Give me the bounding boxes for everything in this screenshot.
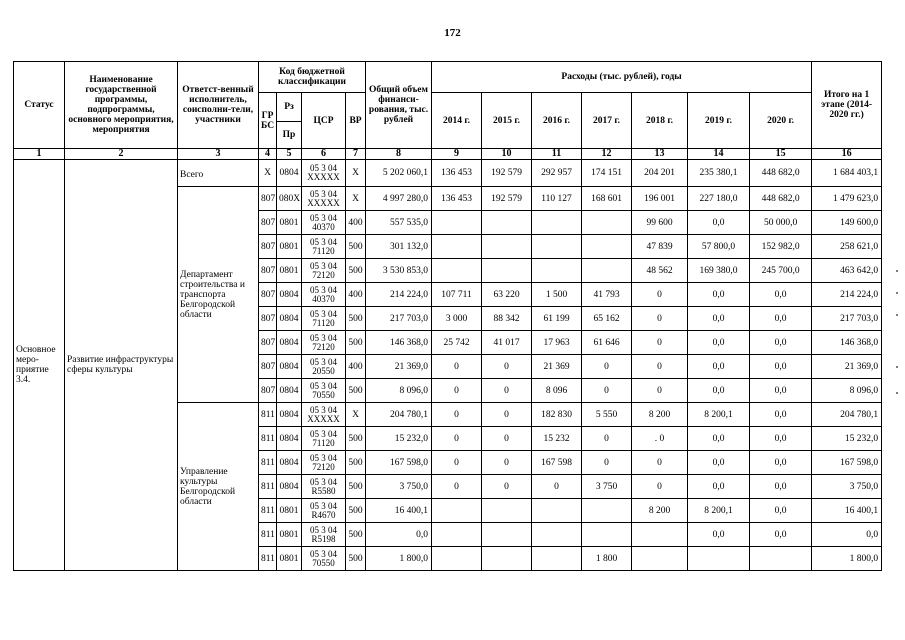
year-cell: 8 200 — [632, 499, 688, 523]
total-cell: 15 232,0 — [366, 427, 432, 451]
year-cell: 0 — [482, 379, 532, 403]
csr-cell: 05 3 04 72120 — [302, 331, 346, 355]
year-cell — [432, 499, 482, 523]
grbs-cell: 807 — [259, 307, 277, 331]
total-cell: 214 224,0 — [366, 283, 432, 307]
year-cell: 0 — [432, 379, 482, 403]
header-year: 2019 г. — [688, 93, 750, 149]
group-culture-cell: Управление культуры Белгородской области — [178, 403, 259, 571]
stage-total-cell: 149 600,0 — [812, 211, 882, 235]
header-vr: ВР — [346, 93, 366, 149]
grbs-cell: 807 — [259, 379, 277, 403]
year-cell: 0 — [532, 475, 582, 499]
year-cell — [432, 547, 482, 571]
year-cell: 0 — [632, 307, 688, 331]
year-cell: 41 793 — [582, 283, 632, 307]
csr-cell: 05 3 04 72120 — [302, 451, 346, 475]
grbs-cell: 807 — [259, 187, 277, 211]
column-number: 10 — [482, 149, 532, 160]
year-cell: 15 232 — [532, 427, 582, 451]
total-cell: 16 400,1 — [366, 499, 432, 523]
csr-cell: 05 3 04 XXXXX — [302, 403, 346, 427]
year-cell: 0 — [632, 475, 688, 499]
year-cell — [532, 547, 582, 571]
year-cell — [532, 235, 582, 259]
year-cell: 0 — [432, 427, 482, 451]
csr-cell: 05 3 04 XXXXX — [302, 187, 346, 211]
year-cell: 99 600 — [632, 211, 688, 235]
year-cell — [750, 547, 812, 571]
column-number: 3 — [178, 149, 259, 160]
year-cell: . 0 — [632, 427, 688, 451]
year-cell — [432, 523, 482, 547]
table-row — [14, 160, 882, 187]
scan-mark — [896, 270, 898, 272]
grbs-cell: 811 — [259, 403, 277, 427]
column-number: 16 — [812, 149, 882, 160]
year-cell: 50 000,0 — [750, 211, 812, 235]
year-cell: 196 001 — [632, 187, 688, 211]
total-cell: 21 369,0 — [366, 355, 432, 379]
stage-total-cell: 21 369,0 — [812, 355, 882, 379]
scan-mark — [896, 392, 898, 394]
year-cell: 47 839 — [632, 235, 688, 259]
year-cell: 0,0 — [750, 307, 812, 331]
budget-table — [13, 61, 882, 571]
year-cell: 110 127 — [532, 187, 582, 211]
csr-cell: 05 3 04 70550 — [302, 379, 346, 403]
csr-cell: 05 3 04 40370 — [302, 283, 346, 307]
csr-cell: 05 3 04 R5580 — [302, 475, 346, 499]
rzpr-cell: 0801 — [277, 523, 302, 547]
stage-total-cell: 3 750,0 — [812, 475, 882, 499]
year-cell — [482, 211, 532, 235]
year-cell: 0,0 — [750, 427, 812, 451]
vr-cell: 400 — [346, 211, 366, 235]
year-cell: 0,0 — [750, 523, 812, 547]
column-number: 7 — [346, 149, 366, 160]
year-cell: 182 830 — [532, 403, 582, 427]
column-number: 9 — [432, 149, 482, 160]
scan-mark — [896, 292, 898, 294]
column-number: 5 — [277, 149, 302, 160]
rzpr-cell: 0801 — [277, 547, 302, 571]
year-cell — [432, 259, 482, 283]
stage-total-cell: 258 621,0 — [812, 235, 882, 259]
year-cell: 0 — [432, 403, 482, 427]
total-cell: 1 800,0 — [366, 547, 432, 571]
vr-cell: 500 — [346, 259, 366, 283]
scan-mark — [896, 366, 898, 368]
rzpr-cell: 0801 — [277, 499, 302, 523]
year-cell: 0,0 — [688, 307, 750, 331]
year-cell: 3 000 — [432, 307, 482, 331]
page-number: 172 — [444, 27, 461, 39]
year-cell — [582, 235, 632, 259]
year-cell: 169 380,0 — [688, 259, 750, 283]
year-cell — [582, 523, 632, 547]
year-cell — [482, 235, 532, 259]
csr-cell: 05 3 04 R4670 — [302, 499, 346, 523]
total-cell: 204 780,1 — [366, 403, 432, 427]
year-cell: 0 — [482, 355, 532, 379]
year-cell — [582, 211, 632, 235]
year-cell: 41 017 — [482, 331, 532, 355]
grbs-cell: 807 — [259, 235, 277, 259]
column-number: 12 — [582, 149, 632, 160]
year-cell: 152 982,0 — [750, 235, 812, 259]
year-cell — [482, 523, 532, 547]
year-cell: 0,0 — [688, 355, 750, 379]
year-cell: 0 — [632, 451, 688, 475]
stage-total-cell: 167 598,0 — [812, 451, 882, 475]
year-cell: 0,0 — [750, 283, 812, 307]
year-cell — [482, 499, 532, 523]
rzpr-cell: 0801 — [277, 235, 302, 259]
year-cell: 0 — [582, 379, 632, 403]
year-cell: 3 750 — [582, 475, 632, 499]
year-cell: 1 500 — [532, 283, 582, 307]
year-cell: 0 — [582, 451, 632, 475]
year-cell: 0 — [632, 283, 688, 307]
year-cell: 0,0 — [750, 355, 812, 379]
year-cell: 0 — [432, 475, 482, 499]
header-status: Статус — [14, 62, 65, 149]
header-year: 2020 г. — [750, 93, 812, 149]
vr-cell: Х — [346, 403, 366, 427]
stage-total-cell: 214 224,0 — [812, 283, 882, 307]
year-cell: 0 — [432, 451, 482, 475]
year-cell: 61 199 — [532, 307, 582, 331]
grbs-cell: 811 — [259, 547, 277, 571]
year-cell: 8 200,1 — [688, 403, 750, 427]
year-cell: 136 453 — [432, 187, 482, 211]
year-cell: 0 — [482, 427, 532, 451]
column-number: 2 — [65, 149, 178, 160]
year-cell: 0 — [482, 451, 532, 475]
total-cell: 146 368,0 — [366, 331, 432, 355]
vr-cell: 400 — [346, 355, 366, 379]
year-cell: 0,0 — [750, 499, 812, 523]
header-year: 2014 г. — [432, 93, 482, 149]
year-cell: 48 562 — [632, 259, 688, 283]
year-cell: 0 — [632, 355, 688, 379]
year-cell: 88 342 — [482, 307, 532, 331]
year-cell: 25 742 — [432, 331, 482, 355]
year-cell: 0,0 — [750, 403, 812, 427]
year-cell — [432, 211, 482, 235]
year-cell: 0,0 — [688, 283, 750, 307]
year-cell: 65 162 — [582, 307, 632, 331]
total-cell: 4 997 280,0 — [366, 187, 432, 211]
group-all-cell: Всего — [178, 160, 259, 187]
year-cell: 0,0 — [750, 379, 812, 403]
total-cell: 5 202 060,1 — [366, 160, 432, 187]
stage-total-cell: 217 703,0 — [812, 307, 882, 331]
rzpr-cell: 0804 — [277, 160, 302, 187]
header-csr: ЦСР — [302, 93, 346, 149]
year-cell: 245 700,0 — [750, 259, 812, 283]
vr-cell: Х — [346, 160, 366, 187]
csr-cell: 05 3 04 40370 — [302, 211, 346, 235]
year-cell: 192 579 — [482, 160, 532, 187]
column-number: 14 — [688, 149, 750, 160]
year-cell: 8 200 — [632, 403, 688, 427]
year-cell: 0,0 — [750, 475, 812, 499]
csr-cell: 05 3 04 70550 — [302, 547, 346, 571]
year-cell — [482, 547, 532, 571]
grbs-cell: 811 — [259, 451, 277, 475]
vr-cell: 500 — [346, 331, 366, 355]
grbs-cell: 811 — [259, 475, 277, 499]
stage-total-cell: 0,0 — [812, 523, 882, 547]
year-cell: 292 957 — [532, 160, 582, 187]
year-cell — [482, 259, 532, 283]
year-cell: 21 369 — [532, 355, 582, 379]
column-number: 11 — [532, 149, 582, 160]
year-cell: 61 646 — [582, 331, 632, 355]
year-cell: 0,0 — [688, 475, 750, 499]
total-cell: 557 535,0 — [366, 211, 432, 235]
grbs-cell: 811 — [259, 523, 277, 547]
header-responsible: Ответст-венный исполнитель, соисполни-тели, участники — [178, 62, 259, 149]
header-total-volume: Общий объем финанси-рования, тыс. рублей — [366, 62, 432, 149]
csr-cell: 05 3 04 71120 — [302, 427, 346, 451]
stage-total-cell: 463 642,0 — [812, 259, 882, 283]
year-cell — [532, 259, 582, 283]
grbs-cell: 807 — [259, 211, 277, 235]
year-cell: 0 — [632, 331, 688, 355]
header-year: 2016 г. — [532, 93, 582, 149]
year-cell — [582, 499, 632, 523]
year-cell: 0,0 — [688, 427, 750, 451]
header-expenses: Расходы (тыс. рублей), годы — [432, 62, 812, 93]
total-cell: 167 598,0 — [366, 451, 432, 475]
year-cell: 5 550 — [582, 403, 632, 427]
year-cell: 0,0 — [688, 331, 750, 355]
year-cell: 0,0 — [688, 451, 750, 475]
stage-total-cell: 16 400,1 — [812, 499, 882, 523]
vr-cell: 500 — [346, 523, 366, 547]
vr-cell: 500 — [346, 475, 366, 499]
rzpr-cell: 0801 — [277, 211, 302, 235]
rzpr-cell: 0804 — [277, 451, 302, 475]
stage-total-cell: 15 232,0 — [812, 427, 882, 451]
group-construction-cell: Департамент строительства и транспорта Белгородской области — [178, 187, 259, 403]
stage-total-cell: 1 479 623,0 — [812, 187, 882, 211]
header-pr: Пр — [277, 122, 302, 149]
year-cell: 0 — [482, 403, 532, 427]
header-rz: Рз — [277, 93, 302, 122]
year-cell: 136 453 — [432, 160, 482, 187]
total-cell: 3 530 853,0 — [366, 259, 432, 283]
csr-cell: 05 3 04 72120 — [302, 259, 346, 283]
year-cell: 17 963 — [532, 331, 582, 355]
year-cell: 204 201 — [632, 160, 688, 187]
vr-cell: Х — [346, 187, 366, 211]
stage-total-cell: 146 368,0 — [812, 331, 882, 355]
grbs-cell: 807 — [259, 259, 277, 283]
stage-total-cell: 204 780,1 — [812, 403, 882, 427]
year-cell: 0,0 — [688, 523, 750, 547]
column-number: 6 — [302, 149, 346, 160]
year-cell: 192 579 — [482, 187, 532, 211]
year-cell — [532, 499, 582, 523]
year-cell: 0 — [632, 379, 688, 403]
rzpr-cell: 0804 — [277, 403, 302, 427]
year-cell — [432, 235, 482, 259]
year-cell: 227 180,0 — [688, 187, 750, 211]
grbs-cell: 807 — [259, 355, 277, 379]
year-cell: 448 682,0 — [750, 160, 812, 187]
rzpr-cell: 080Х — [277, 187, 302, 211]
status-cell: Основное меро-приятие 3.4. — [14, 160, 65, 571]
csr-cell: 05 3 04 71120 — [302, 235, 346, 259]
header-year: 2018 г. — [632, 93, 688, 149]
year-cell: 0 — [432, 355, 482, 379]
year-cell: 8 200,1 — [688, 499, 750, 523]
total-cell: 301 132,0 — [366, 235, 432, 259]
year-cell: 0 — [582, 427, 632, 451]
year-cell: 63 220 — [482, 283, 532, 307]
column-number: 8 — [366, 149, 432, 160]
rzpr-cell: 0804 — [277, 427, 302, 451]
year-cell — [582, 259, 632, 283]
grbs-cell: Х — [259, 160, 277, 187]
column-number-row — [14, 149, 882, 160]
rzpr-cell: 0804 — [277, 355, 302, 379]
grbs-cell: 811 — [259, 499, 277, 523]
year-cell: 0,0 — [688, 379, 750, 403]
grbs-cell: 807 — [259, 283, 277, 307]
header-year: 2015 г. — [482, 93, 532, 149]
header-stage-total: Итого на 1 этапе (2014-2020 гг.) — [812, 62, 882, 149]
year-cell — [688, 547, 750, 571]
vr-cell: 500 — [346, 499, 366, 523]
year-cell: 57 800,0 — [688, 235, 750, 259]
vr-cell: 500 — [346, 379, 366, 403]
year-cell: 174 151 — [582, 160, 632, 187]
year-cell: 167 598 — [532, 451, 582, 475]
total-cell: 0,0 — [366, 523, 432, 547]
header-budget-code: Код бюджетной классификации — [259, 62, 366, 93]
vr-cell: 500 — [346, 307, 366, 331]
total-cell: 3 750,0 — [366, 475, 432, 499]
header-grbs: ГР БС — [259, 93, 277, 149]
year-cell — [532, 523, 582, 547]
header-name: Наименование государственной программы, подпрограммы, основного мероприятия, мероприятия — [65, 62, 178, 149]
stage-total-cell: 1 684 403,1 — [812, 160, 882, 187]
rzpr-cell: 0804 — [277, 475, 302, 499]
year-cell: 448 682,0 — [750, 187, 812, 211]
vr-cell: 500 — [346, 451, 366, 475]
vr-cell: 400 — [346, 283, 366, 307]
year-cell: 107 711 — [432, 283, 482, 307]
year-cell — [632, 547, 688, 571]
header-year: 2017 г. — [582, 93, 632, 149]
program-name-cell: Развитие инфраструктуры сферы культуры — [65, 160, 178, 571]
csr-cell: 05 3 04 20550 — [302, 355, 346, 379]
csr-cell: 05 3 04 XXXXX — [302, 160, 346, 187]
year-cell: 1 800 — [582, 547, 632, 571]
year-cell: 0,0 — [750, 331, 812, 355]
total-cell: 8 096,0 — [366, 379, 432, 403]
grbs-cell: 807 — [259, 331, 277, 355]
year-cell: 235 380,1 — [688, 160, 750, 187]
total-cell: 217 703,0 — [366, 307, 432, 331]
stage-total-cell: 1 800,0 — [812, 547, 882, 571]
year-cell: 0,0 — [750, 451, 812, 475]
vr-cell: 500 — [346, 547, 366, 571]
stage-total-cell: 8 096,0 — [812, 379, 882, 403]
rzpr-cell: 0804 — [277, 379, 302, 403]
year-cell — [532, 211, 582, 235]
csr-cell: 05 3 04 R5198 — [302, 523, 346, 547]
column-number: 15 — [750, 149, 812, 160]
year-cell: 8 096 — [532, 379, 582, 403]
csr-cell: 05 3 04 71120 — [302, 307, 346, 331]
vr-cell: 500 — [346, 235, 366, 259]
rzpr-cell: 0804 — [277, 307, 302, 331]
column-number: 13 — [632, 149, 688, 160]
rzpr-cell: 0804 — [277, 283, 302, 307]
column-number: 1 — [14, 149, 65, 160]
column-number: 4 — [259, 149, 277, 160]
rzpr-cell: 0804 — [277, 331, 302, 355]
year-cell: 0,0 — [688, 211, 750, 235]
grbs-cell: 811 — [259, 427, 277, 451]
rzpr-cell: 0801 — [277, 259, 302, 283]
year-cell: 0 — [482, 475, 532, 499]
year-cell — [632, 523, 688, 547]
scan-mark — [896, 314, 898, 316]
year-cell: 168 601 — [582, 187, 632, 211]
vr-cell: 500 — [346, 427, 366, 451]
year-cell: 0 — [582, 355, 632, 379]
